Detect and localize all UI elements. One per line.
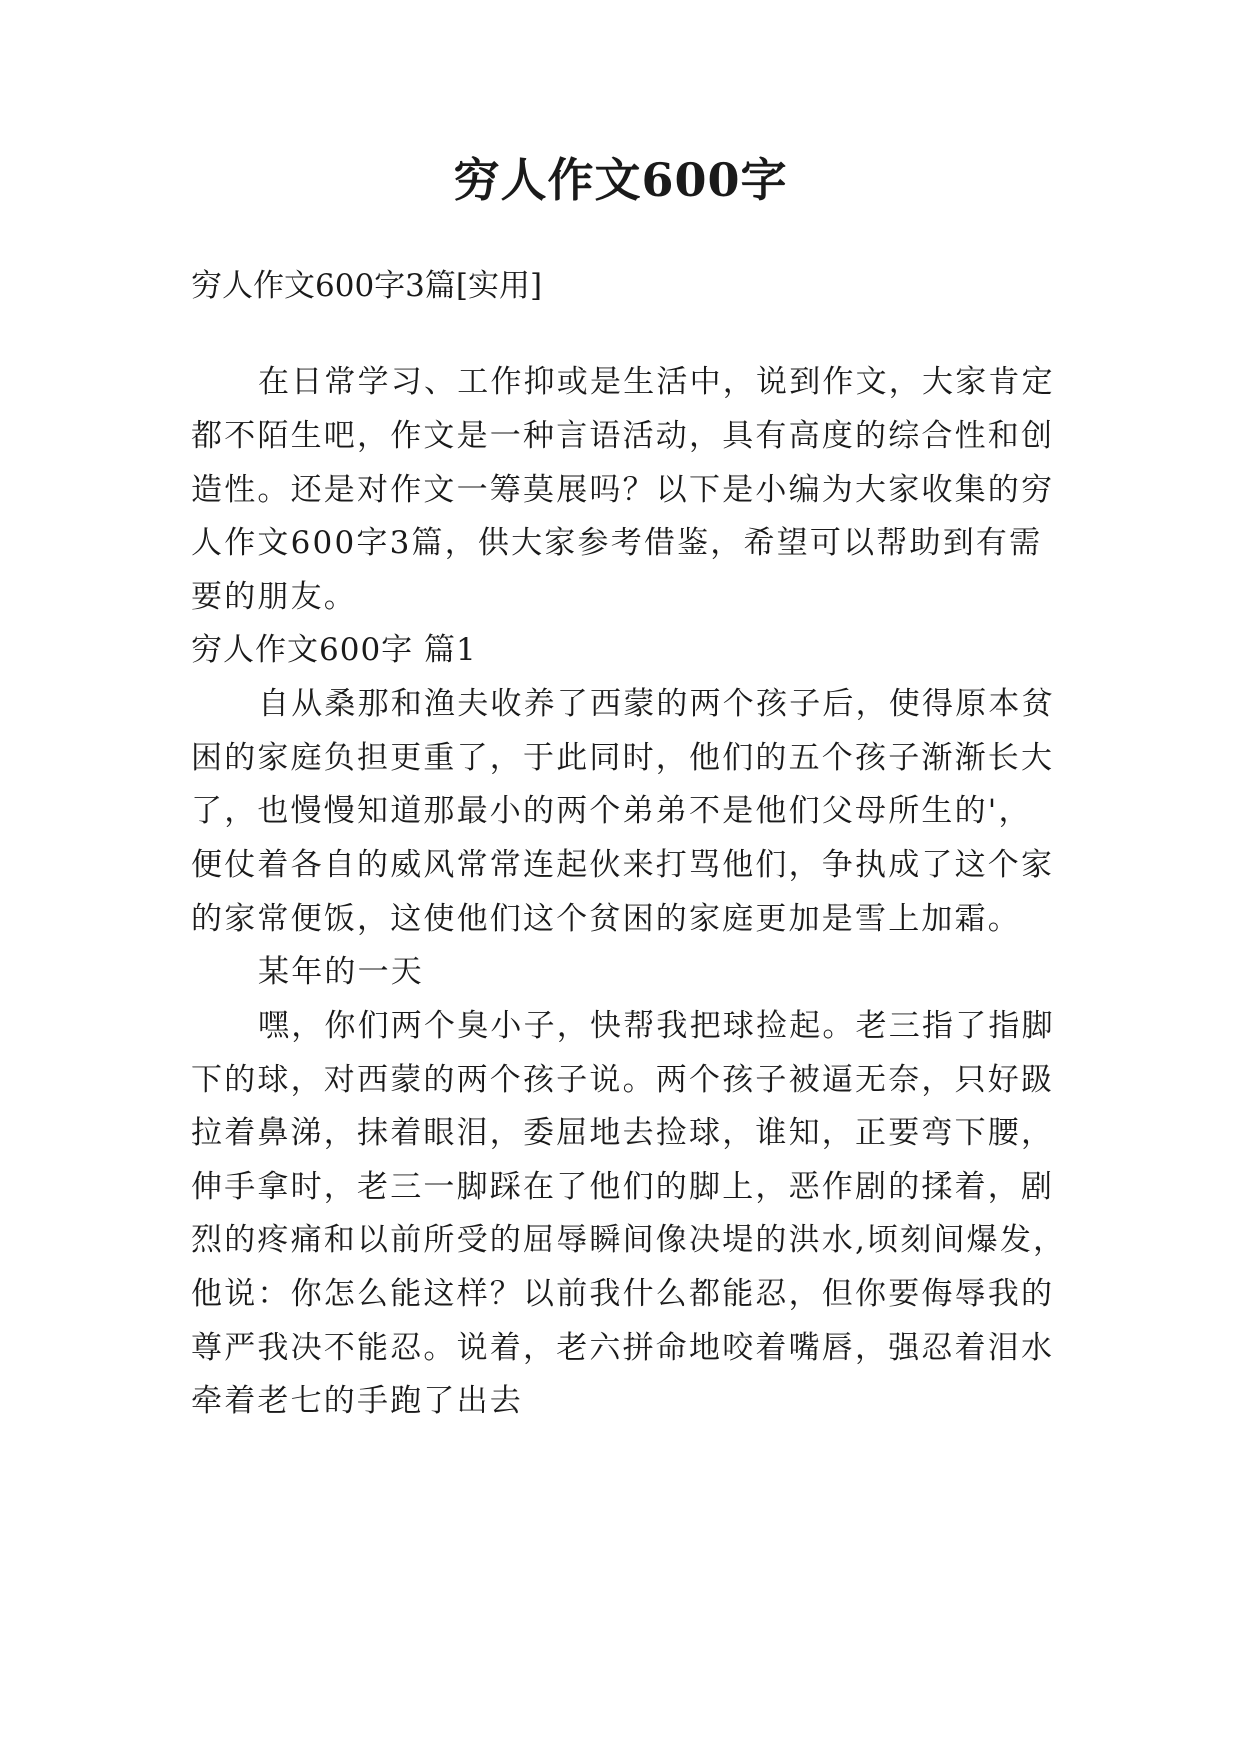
section-heading: 穷人作文600字 篇1 [191, 632, 477, 668]
paragraph-line: 拉着鼻涕，抹着眼泪，委屈地去捡球，谁知，正要弯下腰， [191, 1115, 1055, 1151]
paragraph-line: 尊严我决不能忍。说着，老六拼命地咬着嘴唇，强忍着泪水 [191, 1330, 1055, 1366]
document-title: 穷人作文600字 [453, 153, 788, 207]
paragraph-line: 困的家庭负担更重了，于此同时，他们的五个孩子渐渐长大 [191, 740, 1055, 776]
intro-line: 造性。还是对作文一筹莫展吗？以下是小编为大家收集的穷 [191, 472, 1055, 508]
paragraph-line: 某年的一天 [258, 954, 424, 990]
paragraph-line: 便仗着各自的威风常常连起伙来打骂他们，争执成了这个家 [191, 847, 1055, 883]
paragraph-line: 了，也慢慢知道那最小的两个弟弟不是他们父母所生的'， [191, 793, 1032, 829]
paragraph-line: 他说：你怎么能这样？以前我什么都能忍，但你要侮辱我的 [191, 1276, 1055, 1312]
intro-line: 都不陌生吧，作文是一种言语活动，具有高度的综合性和创 [191, 418, 1055, 454]
paragraph-line: 牵着老七的手跑了出去 [191, 1383, 523, 1419]
paragraph-line: 自从桑那和渔夫收养了西蒙的两个孩子后，使得原本贫 [258, 686, 1055, 722]
paragraph-line: 的家常便饭，这使他们这个贫困的家庭更加是雪上加霜。 [191, 901, 1021, 937]
document-subtitle: 穷人作文600字3篇[实用] [191, 268, 543, 304]
paragraph-line: 伸手拿时，老三一脚踩在了他们的脚上，恶作剧的揉着，剧 [191, 1169, 1055, 1205]
intro-line: 在日常学习、工作抑或是生活中，说到作文，大家肯定 [258, 364, 1055, 400]
intro-line: 人作文600字3篇，供大家参考借鉴，希望可以帮助到有需 [191, 525, 1043, 561]
paragraph-line: 嘿，你们两个臭小子，快帮我把球捡起。老三指了指脚 [258, 1008, 1055, 1044]
paragraph-line: 烈的疼痛和以前所受的屈辱瞬间像决堤的洪水,顷刻间爆发， [191, 1222, 1067, 1258]
intro-line: 要的朋友。 [191, 579, 357, 615]
paragraph-line: 下的球，对西蒙的两个孩子说。两个孩子被逼无奈，只好趿 [191, 1062, 1055, 1098]
